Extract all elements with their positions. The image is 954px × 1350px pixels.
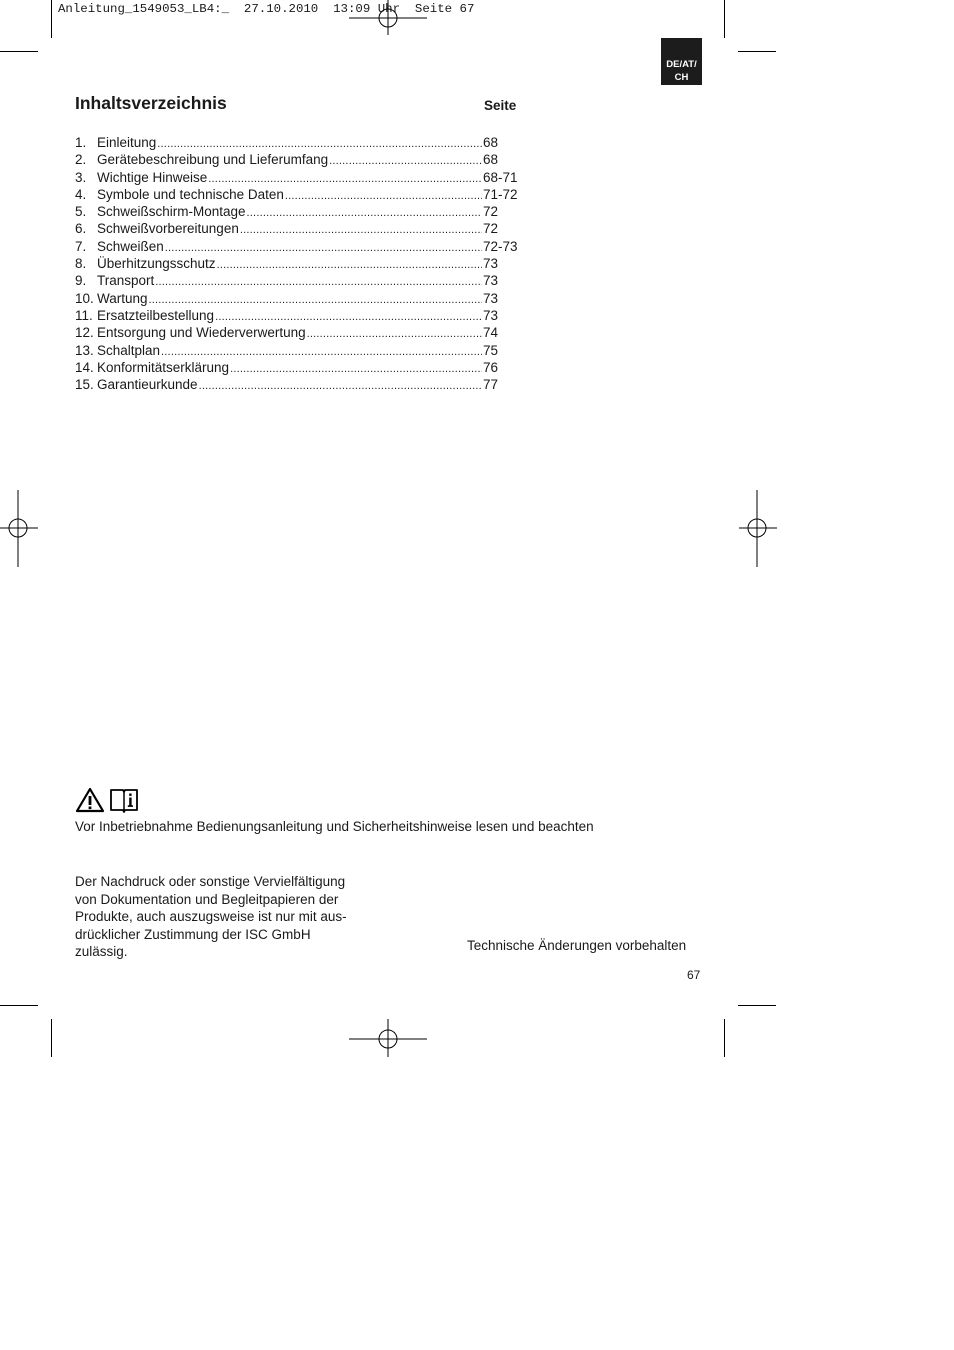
toc-entry-number: 5.: [75, 204, 87, 220]
toc-entry-number: 4.: [75, 186, 87, 202]
toc-leader-dots: [199, 378, 482, 395]
toc-entry-label: Symbole und technische Daten: [97, 186, 284, 202]
toc-entry-page: 73: [483, 307, 499, 323]
toc-entry-label: Gerätebeschreibung und Lieferumfang: [97, 152, 329, 168]
registration-mark-top: [349, 0, 429, 36]
toc-entry-label: Konformitätserklärung: [97, 359, 230, 375]
toc-entry: [75, 272, 521, 289]
toc-entry-page: 68: [483, 152, 499, 168]
safety-notice: Vor Inbetriebnahme Bedienungsanleitung und Sicherheitshinweise lesen und beachten: [75, 819, 594, 834]
toc-leader-dots: [247, 205, 482, 222]
toc-leader-dots: [217, 257, 482, 274]
toc-entry-label: Ersatzteilbestellung: [97, 307, 215, 323]
toc-entry: [75, 186, 521, 203]
toc-entry: [75, 169, 521, 186]
toc-entry-label: Schweißen: [97, 238, 164, 254]
toc-entry-page: 73: [483, 290, 499, 306]
manual-book-icon: [109, 787, 139, 813]
toc-entry-number: 2.: [75, 152, 87, 168]
toc-entry-label: Überhitzungsschutz: [97, 256, 216, 272]
toc-entry-page: 76: [483, 359, 499, 375]
toc-entry: [75, 151, 521, 168]
toc-entry: [75, 203, 521, 220]
toc-entry-page: 71-72: [483, 186, 518, 202]
print-slug: Anleitung_1549053_LB4:_ 27.10.2010 13:09 Uhr Seite 67: [58, 2, 475, 16]
toc-entry-page: 73: [483, 273, 499, 289]
toc-leader-dots: [240, 222, 482, 239]
toc-entry-number: 11.: [75, 307, 93, 323]
toc-entry-page: 68-71: [483, 169, 518, 185]
toc-entry-page: 72: [483, 204, 499, 220]
toc-entry-label: Schweißschirm-Montage: [97, 204, 246, 220]
toc-entry-page: 77: [483, 377, 499, 393]
warning-triangle-icon: [75, 787, 105, 813]
toc-entry-page: 68: [483, 135, 499, 150]
page-number: 67: [687, 968, 701, 982]
toc-entry-page: 73: [483, 256, 499, 272]
toc-entry-label: Wichtige Hinweise: [97, 169, 208, 185]
toc-entry: [75, 359, 521, 376]
toc-entry-number: 3.: [75, 169, 87, 185]
toc-entry-label: Einleitung: [97, 135, 157, 150]
registration-mark-left: [0, 490, 40, 568]
toc-entry-page: 72-73: [483, 238, 518, 254]
table-of-contents: [75, 134, 521, 393]
toc-entry-number: 10.: [75, 290, 94, 306]
toc-entry: [75, 376, 521, 393]
toc-entry-label: Garantieurkunde: [97, 377, 198, 393]
toc-entry-number: 15.: [75, 377, 94, 393]
toc-entry-number: 1.: [75, 135, 87, 150]
copyright-line: Der Nachdruck oder sonstige Vervielfältigung: [75, 874, 346, 889]
toc-entry-number: 6.: [75, 221, 87, 237]
toc-entry-label: Wartung: [97, 290, 148, 306]
copyright-line: drücklicher Zustimmung der ISC GmbH: [75, 926, 311, 942]
toc-entry-page: 72: [483, 221, 499, 237]
toc-entry: [75, 255, 521, 272]
toc-entry-number: 9.: [75, 273, 87, 289]
technical-changes-note: Technische Änderungen vorbehalten: [467, 938, 687, 953]
language-tab-line1: DE/AT/: [666, 59, 697, 70]
copyright-line: Produkte, auch auszugsweise ist nur mit aus-: [75, 909, 347, 924]
toc-entry-number: 7.: [75, 238, 87, 254]
toc-entry-page: 75: [483, 342, 499, 358]
toc-leader-dots: [329, 153, 482, 170]
copyright-line: zulässig.: [75, 944, 128, 959]
safety-icons: [75, 787, 139, 813]
language-tab-line2: CH: [674, 72, 689, 83]
toc-entry-label: Schaltplan: [97, 342, 161, 358]
toc-entry-number: 13.: [75, 342, 94, 358]
toc-leader-dots: [230, 361, 482, 378]
toc-title: Inhaltsverzeichnis: [75, 93, 227, 113]
toc-entry-label: Transport: [97, 273, 155, 289]
toc-entry-number: 14.: [75, 359, 94, 375]
toc-entry-number: 12.: [75, 325, 94, 341]
toc-entry: [75, 324, 521, 341]
toc-entry: [75, 307, 521, 324]
registration-mark-bottom: [349, 1019, 429, 1059]
toc-entry: [75, 238, 521, 255]
toc-entry: [75, 290, 521, 307]
registration-mark-right: [737, 490, 777, 568]
language-tab: [661, 38, 702, 85]
toc-page-column-label: Seite: [484, 98, 517, 113]
toc-entry-page: 74: [483, 325, 499, 341]
toc-leader-dots: [307, 326, 482, 343]
toc-entry-number: 8.: [75, 256, 87, 272]
toc-entry: [75, 220, 521, 237]
toc-entry-label: Entsorgung und Wiederverwertung: [97, 325, 306, 341]
toc-entry-label: Schweißvorbereitungen: [97, 221, 239, 237]
toc-entry: [75, 342, 521, 359]
copyright-line: von Dokumentation und Begleitpapieren der: [75, 891, 339, 907]
copyright-notice: [75, 873, 375, 961]
toc-entry: [75, 134, 521, 151]
toc-leader-dots: [155, 274, 482, 291]
toc-leader-dots: [285, 188, 482, 205]
